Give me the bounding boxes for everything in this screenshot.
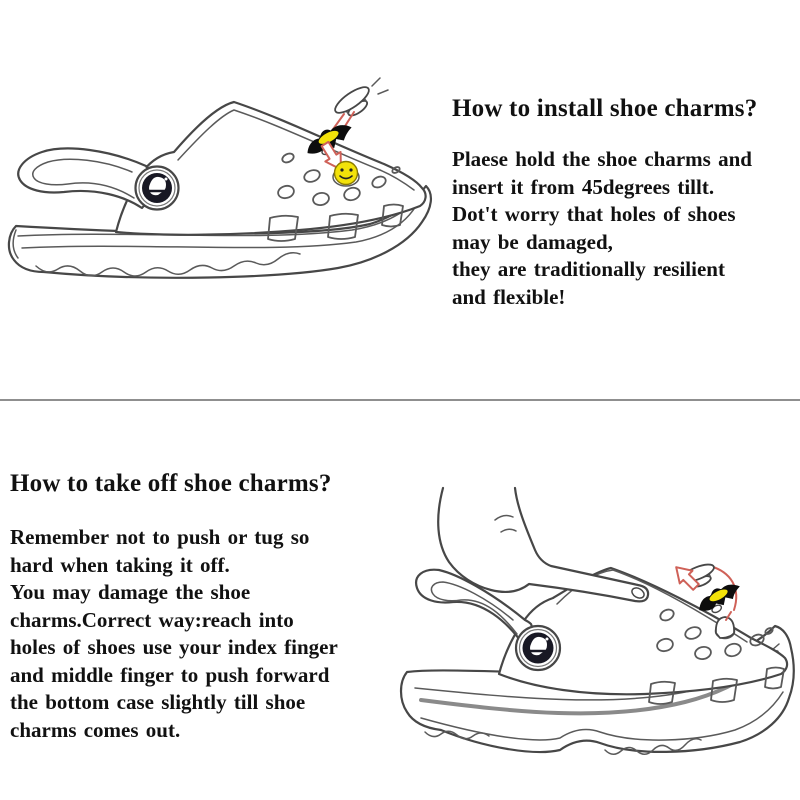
press-ticks (372, 78, 388, 94)
install-body-line: and flexible! (452, 284, 566, 309)
install-body-line: may be damaged, (452, 229, 613, 254)
remove-body-line: Remember not to push or tug so (10, 525, 310, 549)
install-body (452, 146, 752, 311)
remove-body (10, 524, 338, 744)
install-illustration (0, 60, 450, 395)
install-body-line: Dot't worry that holes of shoes (452, 202, 736, 226)
knob-charm-icon (716, 617, 735, 639)
remove-body-line: holes of shoes use your index finger (10, 635, 338, 659)
saucer-charm-icon (332, 83, 377, 124)
rivet-logo-icon (516, 626, 560, 670)
remove-body-line: charms comes out. (10, 717, 181, 742)
rivet-logo-icon (136, 167, 179, 210)
remove-body-line: the bottom case slightly till shoe (10, 690, 306, 714)
remove-body-line: and middle finger to push forward (10, 662, 330, 687)
install-heading: How to install shoe charms? (452, 95, 758, 122)
install-body-line: Plaese hold the shoe charms and (452, 147, 752, 171)
install-body-line: insert it from 45degrees tillt. (452, 174, 715, 199)
section-divider (0, 399, 800, 401)
remove-illustration (395, 460, 800, 790)
remove-heading: How to take off shoe charms? (10, 470, 332, 497)
heel-strap (18, 148, 150, 208)
remove-body-line: hard when taking it off. (10, 552, 230, 577)
remove-body-line: You may damage the shoe (10, 580, 251, 604)
install-body-line: they are traditionally resilient (452, 257, 725, 281)
remove-body-line: charms.Correct way:reach into (10, 607, 294, 632)
